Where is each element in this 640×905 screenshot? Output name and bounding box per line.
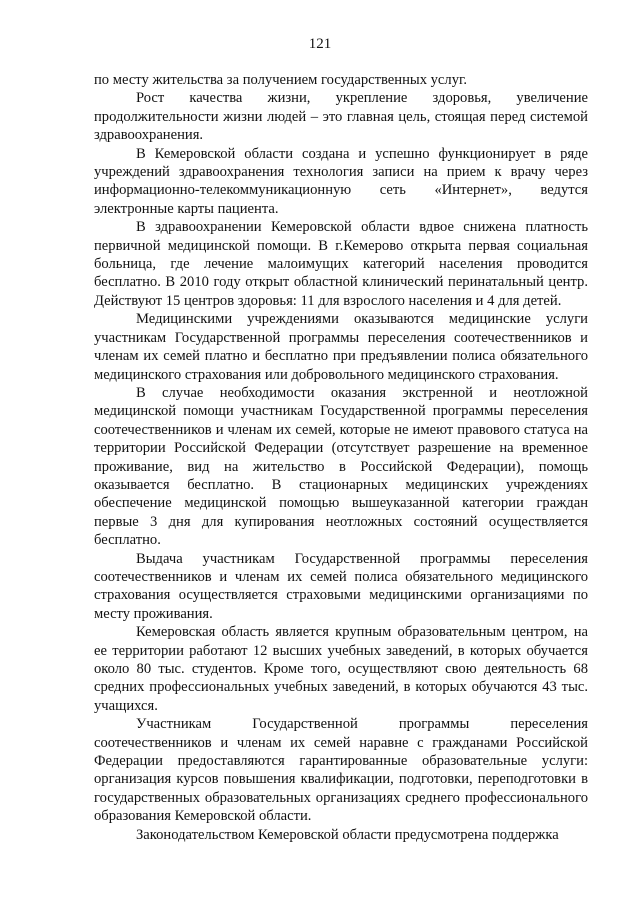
paragraph-emergency-care: В случае необходимости оказания экстренной и неотложной медицинской помощи участникам Государственной программы переселения соотечественников и членам их семей, которые не имеют правового статуса на территории Российской Федерации (отсутствует разрешение на временное проживание, вид на жительство в Российской Федерации), помощь оказывается бесплатно. В стационарных медицинских учреждениях обеспечение медицинской помощью вышеуказанной категории граждан первые 3 дня для купирования неотложных состояний осуществляется бесплатно. (94, 384, 588, 549)
paragraph-education-services: Участникам Государственной программы переселения соотечественников и членам их семей наравне с гражданами Российской Федерации предоставляются гарантированные образовательные услуги: организация курсов повышения квалификации, подготовки, переподготовки в государственных образовательных организациях среднего профессионального образования Кемеровской области. (94, 716, 588, 825)
paragraph-legislation-support: Законодательством Кемеровской области предусмотрена поддержка (136, 826, 559, 843)
paragraph-primary-care: В здравоохранении Кемеровской области вдвое снижена платность первичной медицинской помощи. В г.Кемерово открыта первая социальная больница, где лечение малоимущих категорий населения проводится бесплатно. В 2010 году открыт областной клинический перинатальный центр. Действуют 15 центров здоровья: 11 для взрослого населения и 4 для детей. (94, 219, 588, 309)
paragraph-medical-services: Медицинскими учреждениями оказываются медицинские услуги участникам Государственной программы переселения соотечественников и членам их семей платно и бесплатно при предъявлении полиса обязательного медицинского страхования или добровольного медицинского страхования. (94, 311, 588, 383)
paragraph-continuation: по месту жительства за получением государственных услуг. (94, 72, 467, 88)
paragraph-healthcare-goal: Рост качества жизни, укрепление здоровья, увеличение продолжительности жизни людей – это главная цель, стоящая перед системой здравоохранения. (94, 90, 588, 144)
paragraph-education-center: Кемеровская область является крупным образовательным центром, на ее территории работают 12 высших учебных заведений, в которых обучается около 80 тыс. студентов. Кроме того, осуществляют свою деятельность 68 средних профессиональных учебных заведений, в которых обучаются 43 тыс. учащихся. (94, 624, 588, 714)
paragraph-online-appointment: В Кемеровской области создана и успешно функционирует в ряде учреждений здравоохранения технология записи на прием к врачу через информационно-телекоммуникационную сеть «Интернет», ведутся электронные карты пациента. (94, 145, 588, 217)
paragraph-insurance-policy: Выдача участникам Государственной программы переселения соотечественников и членам их семей полиса обязательного медицинского страхования осуществляется страховыми медицинскими организациями по месту проживания. (94, 550, 588, 622)
body-text (94, 71, 588, 844)
page-number: 121 (308, 36, 332, 52)
